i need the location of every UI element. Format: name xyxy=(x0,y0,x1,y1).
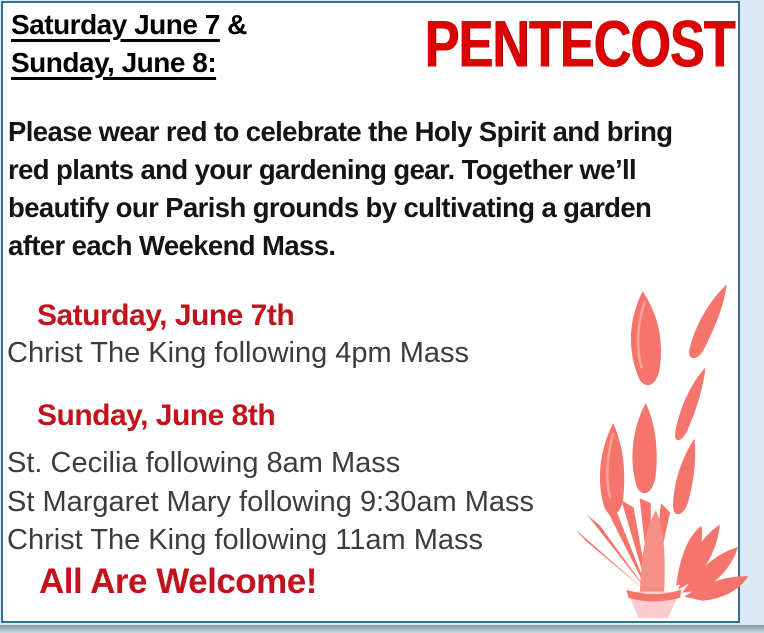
flyer-sheet xyxy=(1,1,740,623)
date-line-1-underlined: Saturday June 7 xyxy=(11,9,220,40)
date-heading xyxy=(11,6,247,82)
date-line-2 xyxy=(11,44,247,82)
date-line-1 xyxy=(11,6,247,44)
sunday-event-2: St Margaret Mary following 9:30am Mass xyxy=(7,486,535,518)
page-bottom-shadow xyxy=(0,625,764,633)
red-plant-illustration xyxy=(568,279,762,619)
saturday-heading: Saturday, June 7th xyxy=(37,299,295,332)
sunday-event-3: Christ The King following 11am Mass xyxy=(7,524,484,556)
pentecost-title: PENTECOST xyxy=(424,6,734,81)
saturday-event-1: Christ The King following 4pm Mass xyxy=(7,337,470,369)
intro-paragraph: Please wear red to celebrate the Holy Spirit and bring red plants and your gardening gear. Together we’ll beautify our Parish grounds by cultivating a garden after each Weekend Mass. xyxy=(8,116,673,261)
date-line-2-underlined: Sunday, June 8: xyxy=(11,47,217,78)
sunday-event-1: St. Cecilia following 8am Mass xyxy=(7,447,401,479)
all-are-welcome-text: All Are Welcome! xyxy=(39,562,317,601)
sunday-heading: Sunday, June 8th xyxy=(37,399,276,432)
date-line-1-ampersand: & xyxy=(219,9,247,40)
